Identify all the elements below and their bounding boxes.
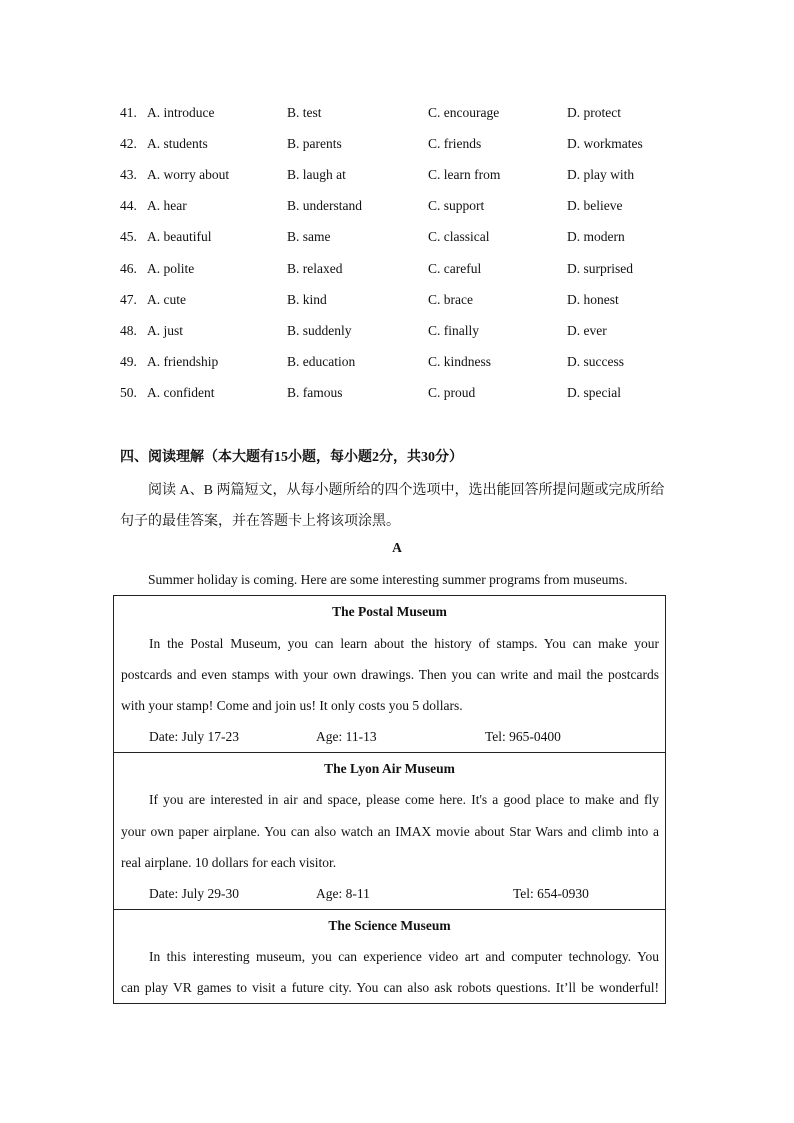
option-b: B. same	[287, 229, 331, 244]
option-c: C. brace	[428, 292, 473, 307]
option-b: B. understand	[287, 198, 362, 213]
instruction-line-1: 阅读 A、B 两篇短文，从每小题所给的四个选项中，选出能回答所提问题或完成所给	[148, 483, 665, 498]
museum-name: The Postal Museum	[332, 604, 447, 619]
option-b: B. kind	[287, 292, 327, 307]
option-c: C. support	[428, 198, 485, 213]
question-number: 43.	[120, 167, 137, 182]
option-c: C. classical	[428, 229, 490, 244]
option-row	[0, 385, 794, 407]
museum-text-line: real airplane. 10 dollars for each visitor.	[121, 855, 337, 870]
option-row	[0, 323, 794, 345]
option-row	[0, 105, 794, 127]
museum-programs-table	[113, 595, 666, 1004]
museum-text-line: postcards and even stamps with your own drawings. Then you can write and mail the postcards	[121, 667, 659, 682]
option-b: B. relaxed	[287, 261, 343, 276]
question-number: 48.	[120, 323, 137, 338]
option-c: C. kindness	[428, 354, 492, 369]
option-b: B. test	[287, 105, 322, 120]
option-d: D. protect	[567, 105, 621, 120]
option-d: D. surprised	[567, 261, 633, 276]
option-a: A. introduce	[147, 105, 215, 120]
museum-name: The Lyon Air Museum	[324, 761, 455, 776]
museum-text-line: with your stamp! Come and join us! It only costs you 5 dollars.	[121, 698, 463, 713]
museum-text-line: In the Postal Museum, you can learn about the history of stamps. You can make your	[149, 636, 659, 651]
option-a: A. cute	[147, 292, 186, 307]
option-row	[0, 292, 794, 314]
museum-date: Date: July 17-23	[149, 729, 239, 744]
question-number: 41.	[120, 105, 137, 120]
museum-date: Date: July 29-30	[149, 886, 239, 901]
museum-text-line: If you are interested in air and space, please come here. It's a good place to make and fly	[149, 792, 659, 807]
option-d: D. ever	[567, 323, 607, 338]
option-d: D. workmates	[567, 136, 643, 151]
option-b: B. famous	[287, 385, 343, 400]
museum-cell-postal	[114, 596, 665, 753]
option-a: A. students	[147, 136, 208, 151]
option-a: A. beautiful	[147, 229, 212, 244]
option-row	[0, 261, 794, 283]
museum-text-line: your own paper airplane. You can also watch an IMAX movie about Star Wars and climb into a	[121, 824, 659, 839]
passage-label: A	[392, 540, 402, 555]
passage-intro: Summer holiday is coming. Here are some interesting summer programs from museums.	[148, 572, 628, 587]
museum-age: Age: 8-11	[316, 886, 370, 901]
option-b: B. laugh at	[287, 167, 346, 182]
option-b: B. parents	[287, 136, 342, 151]
question-number: 47.	[120, 292, 137, 307]
option-d: D. honest	[567, 292, 619, 307]
option-row	[0, 354, 794, 376]
option-row	[0, 198, 794, 220]
section-heading: 四、阅读理解（本大题有15小题，每小题2分，共30分）	[120, 450, 463, 465]
option-a: A. friendship	[147, 354, 219, 369]
question-number: 50.	[120, 385, 137, 400]
question-number: 46.	[120, 261, 137, 276]
question-number: 49.	[120, 354, 137, 369]
option-row	[0, 229, 794, 251]
question-number: 44.	[120, 198, 137, 213]
option-b: B. education	[287, 354, 356, 369]
option-a: A. hear	[147, 198, 187, 213]
option-d: D. special	[567, 385, 621, 400]
option-c: C. learn from	[428, 167, 501, 182]
option-d: D. modern	[567, 229, 625, 244]
museum-cell-lyon-air	[114, 753, 665, 910]
option-b: B. suddenly	[287, 323, 352, 338]
museum-text-line: can play VR games to visit a future city. You can also ask robots questions. It’ll be wonderful!	[121, 980, 659, 995]
museum-tel: Tel: 965-0400	[485, 729, 561, 744]
option-c: C. careful	[428, 261, 482, 276]
museum-cell-science	[114, 910, 665, 1003]
option-d: D. play with	[567, 167, 635, 182]
museum-tel: Tel: 654-0930	[513, 886, 589, 901]
museum-name: The Science Museum	[328, 918, 451, 933]
option-d: D. believe	[567, 198, 623, 213]
option-row	[0, 136, 794, 158]
option-c: C. finally	[428, 323, 479, 338]
option-a: A. worry about	[147, 167, 230, 182]
option-c: C. friends	[428, 136, 482, 151]
option-a: A. polite	[147, 261, 195, 276]
option-c: C. proud	[428, 385, 476, 400]
option-d: D. success	[567, 354, 624, 369]
museum-age: Age: 11-13	[316, 729, 377, 744]
museum-text-line: In this interesting museum, you can experience video art and computer technology. You	[149, 949, 659, 964]
option-a: A. just	[147, 323, 184, 338]
option-a: A. confident	[147, 385, 215, 400]
instruction-line-2: 句子的最佳答案，并在答题卡上将该项涂黑。	[120, 514, 400, 529]
question-number: 42.	[120, 136, 137, 151]
option-c: C. encourage	[428, 105, 500, 120]
question-number: 45.	[120, 229, 137, 244]
option-row	[0, 167, 794, 189]
